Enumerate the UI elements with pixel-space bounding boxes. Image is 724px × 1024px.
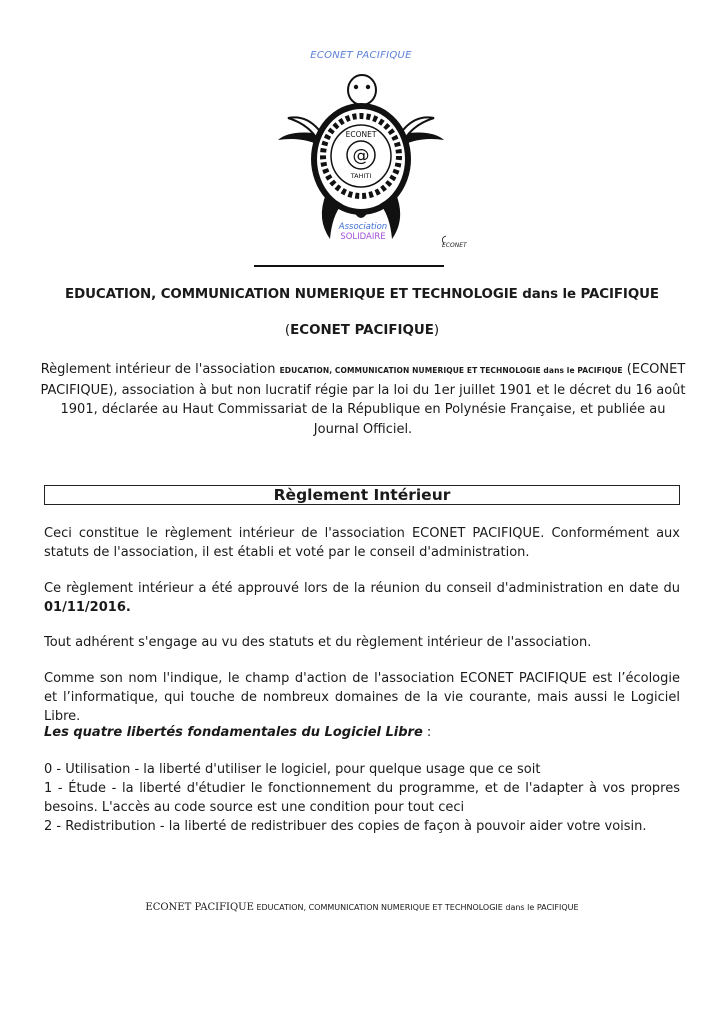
freedoms-heading-text: Les quatre libertés fondamentales du Logiciel Libre [44,725,423,740]
logo-signature: ECONET [442,242,467,249]
approval-text: Ce règlement intérieur a été approuvé lors de la réunion du conseil d'administration en date du [44,581,680,596]
freedoms-heading [44,723,680,742]
list-item: 1 - Étude - la liberté d'étudier le fonctionnement du programme, et de l'adapter à vos propres besoins. L'accès au code source est une condition pour tout ceci [44,781,680,815]
intro-lead: Règlement intérieur de l'association [40,362,280,377]
paragraph-approval [44,579,680,617]
paragraph-members: Tout adhérent s'engage au vu des statuts et du règlement intérieur de l'association. [44,635,592,650]
intro-paragraph [40,360,686,439]
list-item: 2 - Redistribution - la liberté de redistribuer des copies de façon à pouvoir aider votre voisin. [44,819,647,834]
section-title-box: Règlement Intérieur [44,485,680,505]
logo-at-symbol: @ [352,146,370,166]
logo-underline-divider [254,265,444,267]
page-footer [0,902,724,913]
subtitle-acronym: ECONET PACIFIQUE [290,323,434,338]
freedoms-list [44,760,680,836]
intro-rest: (ECONET PACIFIQUE), association à but non lucratif régie par la loi du 1er juillet 1901 et le décret du 16 août 1901, déclarée au Haut Commissariat de la République en Polynésie Française, et publiée au Journal Officiel. [40,362,686,437]
intro-association-name: EDUCATION, COMMUNICATION NUMERIQUE ET TECHNOLOGIE dans le PACIFIQUE [279,366,623,375]
logo-assoc-line: Association [338,222,388,232]
logo-association-label [328,222,398,242]
footer-text: EDUCATION, COMMUNICATION NUMERIQUE ET TECHNOLOGIE dans le PACIFIQUE [253,903,579,912]
footer-brand: ECONET PACIFIQUE [145,902,254,913]
subtitle-open-paren: ( [284,323,291,338]
logo-ring-text: ECONET [345,130,377,139]
paragraph-scope: Comme son nom l'indique, le champ d'action de l'association ECONET PACIFIQUE est l’écologie et l’informatique, qui touche de nombreux domaines de la vie courante, mais aussi le Logiciel Libre. [44,671,680,724]
logo-solidaire-line: SOLIDAIRE [340,232,386,242]
subtitle-close-paren: ) [433,323,440,338]
logo-ring-bottom-text: TAHITI [350,172,372,180]
logo-top-text: ECONET PACIFIQUE [310,50,412,61]
econet-turtle-logo [250,44,472,266]
list-item: 0 - Utilisation - la liberté d'utiliser le logiciel, pour quelque usage que ce soit [44,762,541,777]
paragraph-constitution: Ceci constitue le règlement intérieur de l'association ECONET PACIFIQUE. Conformément aux statuts de l'association, il est établi et voté par le conseil d'administration. [44,526,680,560]
document-subtitle [0,323,724,338]
document-title: EDUCATION, COMMUNICATION NUMERIQUE ET TECHNOLOGIE dans le PACIFIQUE [65,287,659,302]
freedoms-heading-colon: : [422,725,432,740]
approval-date: 01/11/2016. [44,600,131,615]
